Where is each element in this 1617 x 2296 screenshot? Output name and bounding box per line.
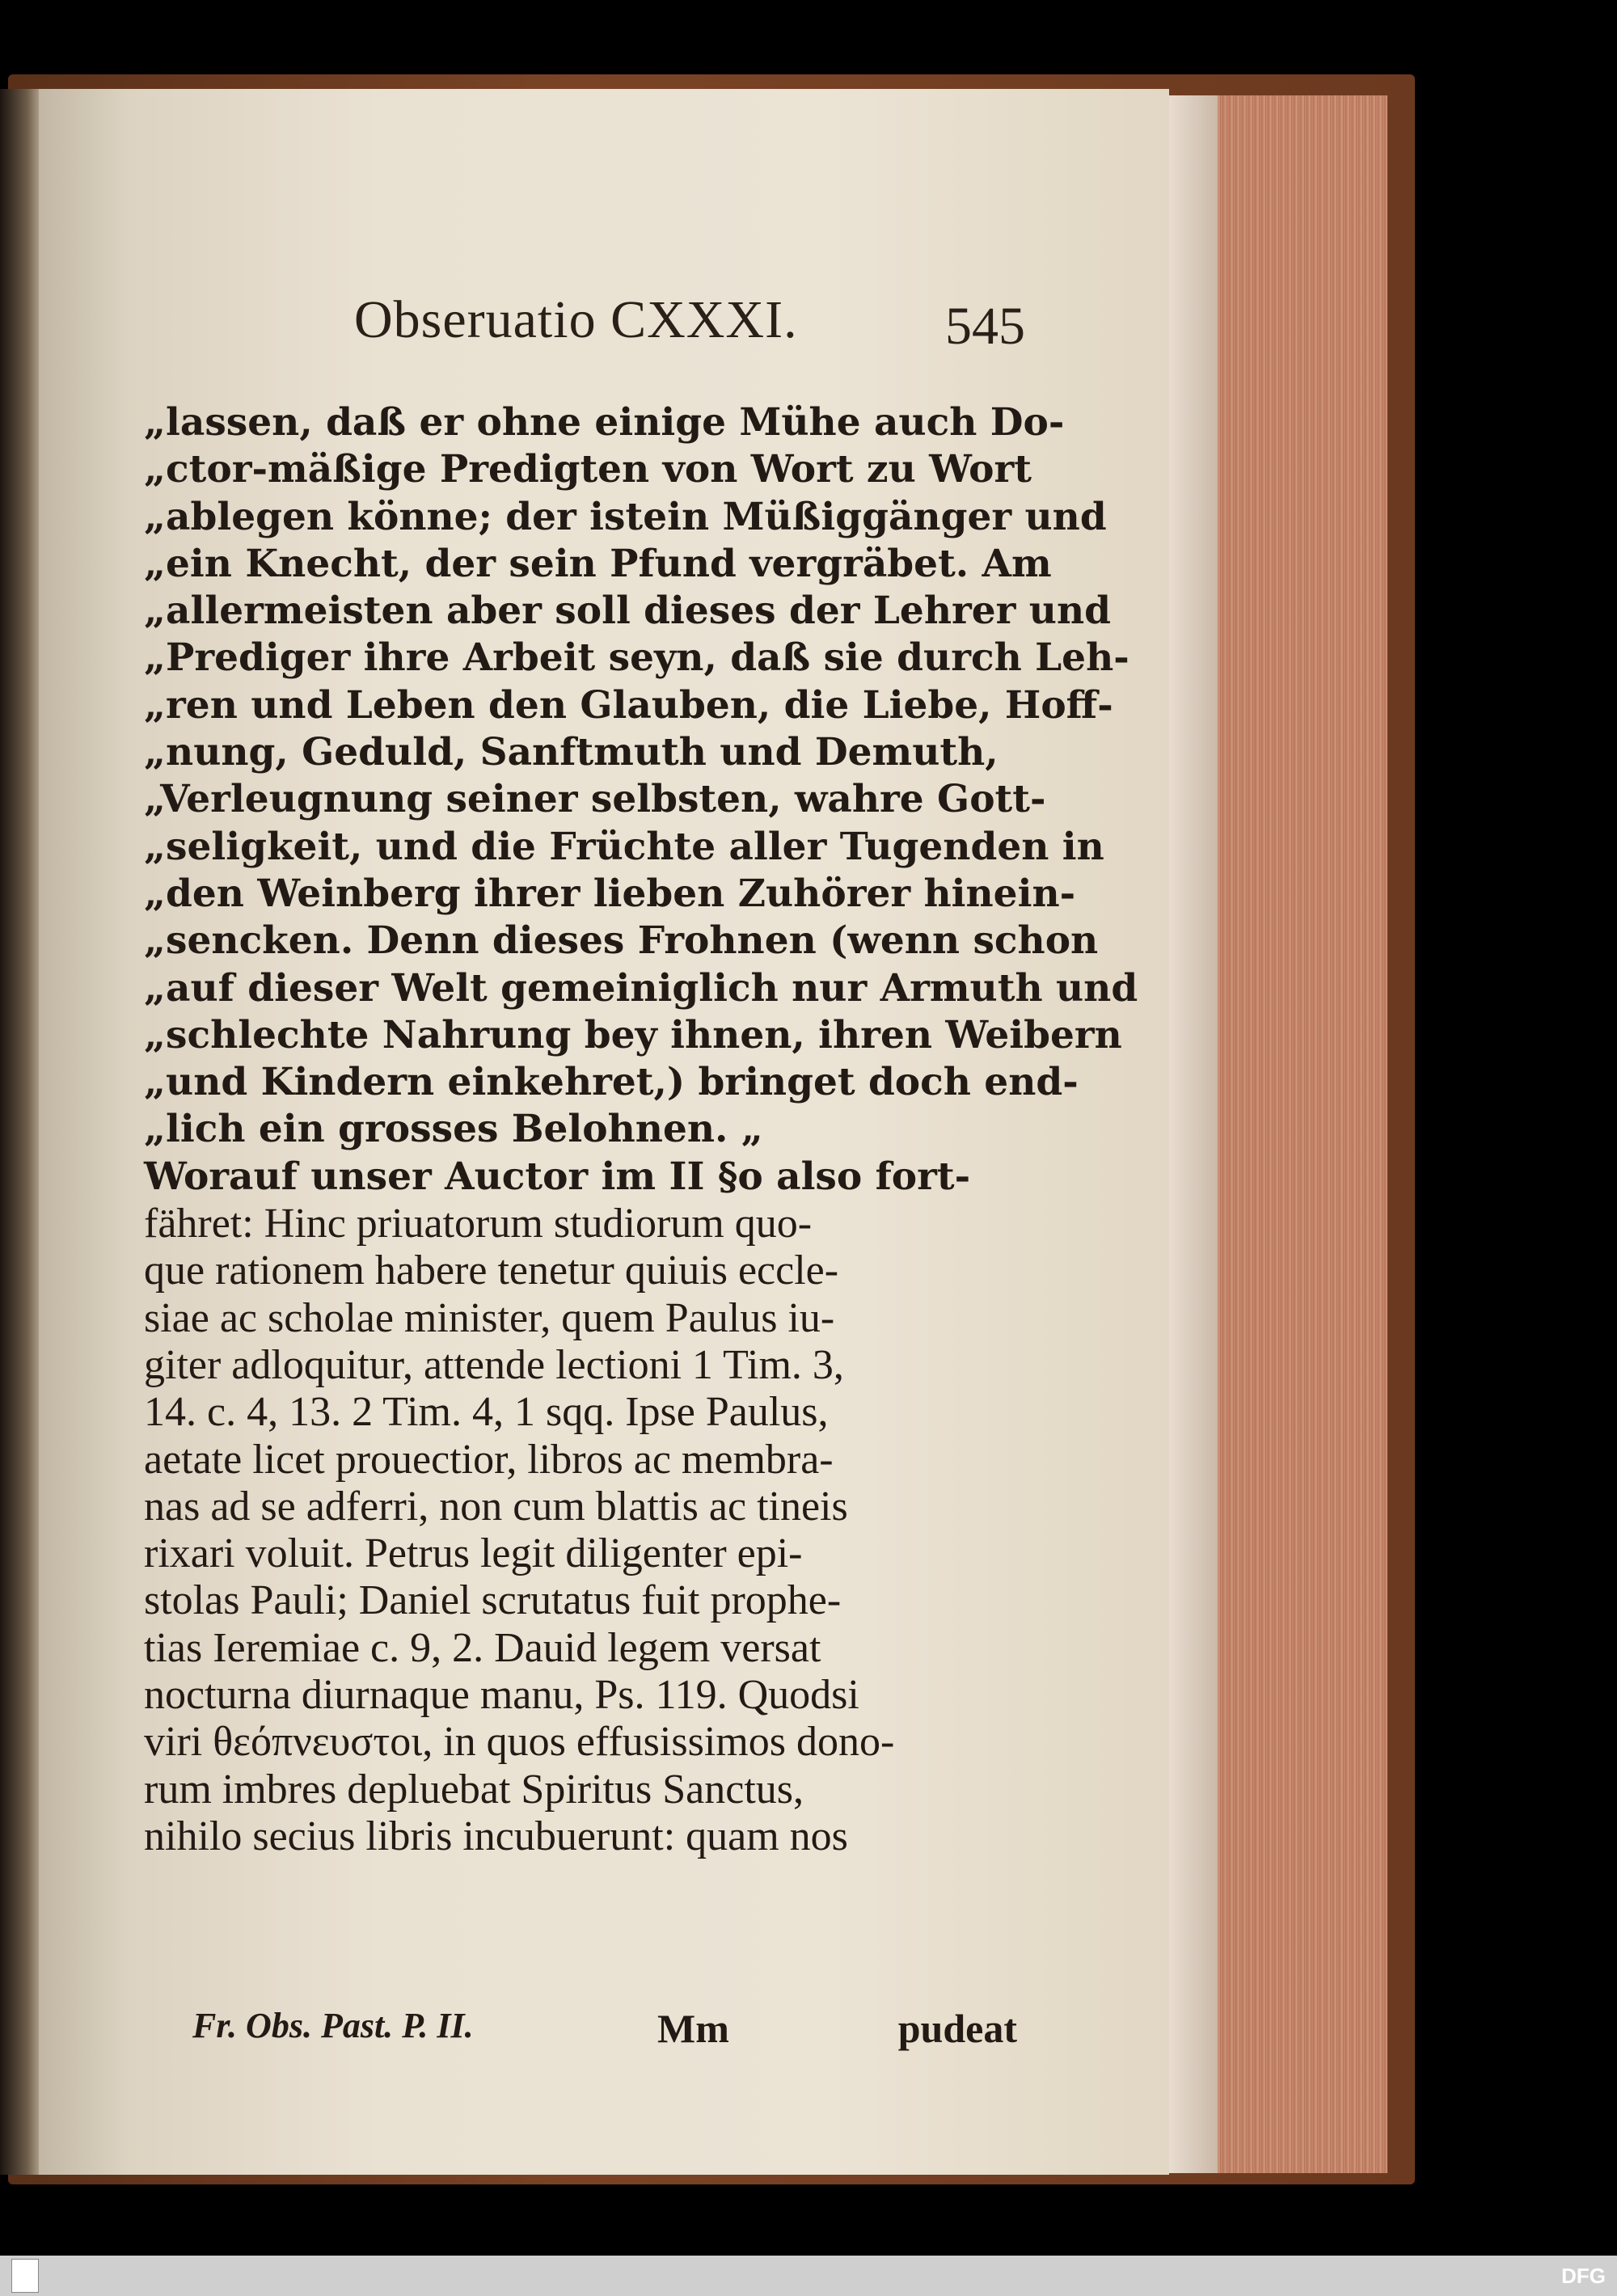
text-line: nocturna diurnaque manu, Ps. 119. Quodsi: [144, 1672, 859, 1719]
text-line: rixari voluit. Petrus legit diligenter epi-: [144, 1530, 803, 1577]
text-line: nas ad se adferri, non cum blattis ac tineis: [144, 1483, 848, 1530]
text-line: „Prediger ihre Arbeit seyn, daß sie durch Leh-: [144, 635, 1129, 681]
book-page: [39, 89, 1169, 2175]
text-line: Worauf unser Auctor im II §o also fort-: [144, 1154, 971, 1199]
text-line: „auf dieser Welt gemeiniglich nur Armuth und: [144, 965, 1138, 1011]
catchword: pudeat: [897, 2006, 1017, 2051]
text-line: rum imbres depluebat Spiritus Sanctus,: [144, 1766, 804, 1813]
viewer-bottom-bar: [0, 2256, 1617, 2296]
library-logo-icon: [11, 2259, 39, 2293]
text-line: aetate licet prouectior, libros ac membra-: [144, 1436, 834, 1483]
text-line: 14. c. 4, 13. 2 Tim. 4, 1 sqq. Ipse Paulus,: [144, 1389, 829, 1436]
text-line: „ctor-mäßige Predigten von Wort zu Wort: [144, 447, 1032, 492]
text-line: „Verleugnung seiner selbsten, wahre Gott-: [144, 777, 1046, 822]
text-line: fähret: Hinc priuatorum studiorum quo-: [144, 1201, 813, 1247]
body-text: [144, 399, 1138, 1860]
text-line: „ablegen könne; der istein Müßiggänger und: [144, 494, 1107, 539]
signature-line: Fr. Obs. Past. P. II.: [192, 2006, 474, 2045]
page-number: 545: [945, 297, 1025, 356]
text-line: „und Kindern einkehret,) bringet doch end-: [144, 1060, 1079, 1105]
text-line: „den Weinberg ihrer lieben Zuhörer hinein-: [144, 871, 1076, 916]
text-line: „nung, Geduld, Sanftmuth und Demuth,: [144, 730, 998, 775]
text-line: stolas Pauli; Daniel scrutatus fuit prophe-: [144, 1577, 842, 1624]
text-line: „sencken. Denn dieses Frohnen (wenn schon: [144, 918, 1099, 964]
book-gutter: [0, 89, 39, 2175]
text-line: „ren und Leben den Glauben, die Liebe, Hoff-: [144, 682, 1113, 728]
page-footer: [192, 2005, 1017, 2062]
text-line: nihilo secius libris incubuerunt: quam nos: [144, 1813, 848, 1859]
page-header: [354, 289, 1025, 362]
text-line: „seligkeit, und die Früchte aller Tugenden in: [144, 824, 1104, 869]
text-line: „schlechte Nahrung bey ihnen, ihren Weibern: [144, 1012, 1122, 1057]
running-title: Obseruatio CXXXI.: [354, 290, 798, 349]
text-line: „lassen, daß er ohne einige Mühe auch Do-: [144, 400, 1065, 445]
text-line: giter adloquitur, attende lectioni 1 Tim. 3,: [144, 1341, 844, 1388]
text-line: „allermeisten aber soll dieses der Lehrer und: [144, 589, 1111, 634]
text-line: que rationem habere tenetur quiuis eccle-: [144, 1247, 839, 1294]
signature-mark: Mm: [657, 2006, 729, 2051]
dfg-logo: DFG: [1561, 2264, 1606, 2288]
text-line: viri θεόπνευστοι, in quos effusissimos dono-: [144, 1719, 895, 1766]
text-line: siae ac scholae minister, quem Paulus iu-: [144, 1294, 835, 1341]
page-edge-highlight: [1169, 95, 1218, 2173]
text-line: „ein Knecht, der sein Pfund vergräbet. Am: [144, 541, 1052, 586]
text-line: „lich ein grosses Belohnen. „: [144, 1107, 763, 1152]
text-line: tias Ieremiae c. 9, 2. Dauid legem versat: [144, 1624, 821, 1671]
